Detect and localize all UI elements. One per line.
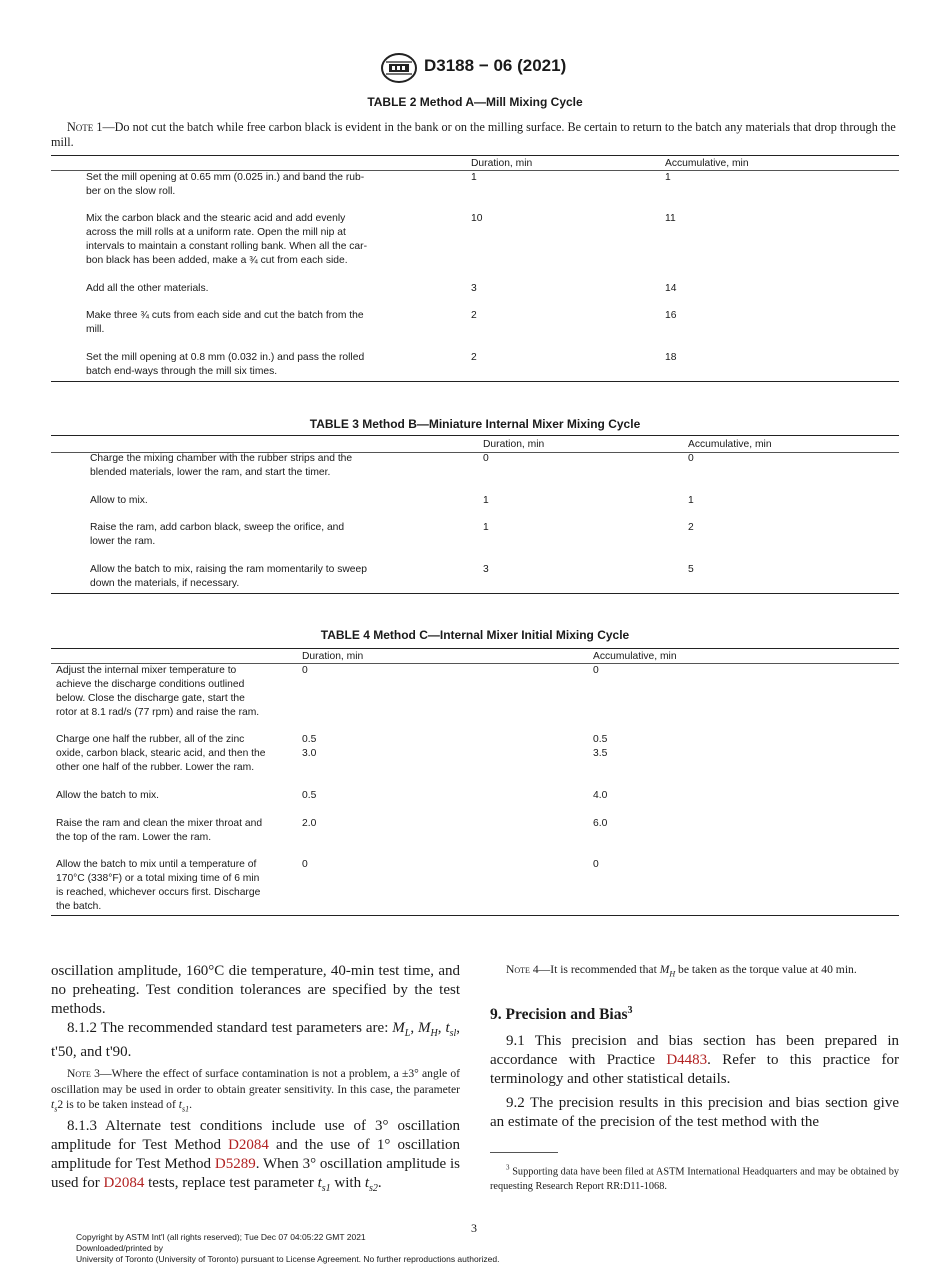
table-row-duration: 3 [471, 283, 477, 294]
table-row-accum: 14 [665, 283, 677, 294]
table-row-step: Add all the other materials. [86, 283, 209, 294]
table-row-step: Mix the carbon black and the stearic acid and add evenly across the mill rolls at a uniform rate. Open the mill nip at intervals to maintain a constant rolling bank. When all the car- bon black has been added, make a ¾ cut from each side. [86, 213, 368, 266]
table-row-duration: 2 [471, 310, 477, 321]
table-row-accum: 1 [665, 172, 671, 183]
table-row-step: Charge one half the rubber, all of the zinc oxide, carbon black, stearic acid, and then the other one half of the rubber. Lower the ram. [56, 734, 266, 773]
table2-header-accum: Accumulative, min [665, 158, 749, 169]
table4-header-accum: Accumulative, min [593, 651, 677, 662]
table-row-accum: 1 [688, 495, 694, 506]
table3-caption: TABLE 3 Method B—Miniature Internal Mixer Mixing Cycle [309, 417, 641, 431]
table-row-step: Set the mill opening at 0.65 mm (0.025 in.) and band the rub- ber on the slow roll. [86, 172, 365, 197]
table-row-accum: 11 [665, 213, 676, 224]
table-row-duration: 0 [302, 859, 308, 870]
table3-bottom-rule [51, 593, 899, 594]
table2-note: Note 1—Do not cut the batch while free carbon black is evident in the bank or on the milling surface. Be certain to return to the batch any materials that drop through the mill. [51, 120, 896, 149]
table-row-accum: 4.0 [593, 790, 608, 801]
note-3: Note 3—Where the effect of surface contamination is not a problem, a ±3° angle of oscillation may be used in order to obtain greater sensitivity. In this case, the parameter $t_s2$ is to be taken instead of $t_{s1}$. [51, 1067, 460, 1114]
table3-top-rule [51, 435, 899, 436]
table-row-accum: 16 [665, 310, 677, 321]
table4-bottom-rule [51, 915, 899, 916]
table-row-step: Allow the batch to mix. [56, 790, 160, 801]
table4-header-duration: Duration, min [302, 651, 364, 662]
table-row-duration: 0 [302, 665, 308, 676]
paragraph-9-1: 9.1 This precision and bias section has been prepared in accordance with Practice D4483. Refer to this practice for terminology and other statistical details. [490, 1033, 899, 1087]
link-d4483[interactable]: D4483 [666, 1052, 708, 1068]
table-row-step: Allow the batch to mix, raising the ram momentarily to sweep down the materials, if necessary. [90, 564, 367, 589]
table-row-accum: 2 [688, 522, 694, 533]
table-row-step: Allow to mix. [90, 495, 148, 506]
table-row-step: Charge the mixing chamber with the rubber strips and the blended materials, lower the ram, and start the timer. [90, 453, 353, 478]
table-row-duration: 0.5 3.0 [302, 734, 317, 759]
table3-header-accum: Accumulative, min [688, 439, 772, 450]
table-row-step: Raise the ram, add carbon black, sweep the orifice, and lower the ram. [90, 522, 345, 547]
table-row-duration: 2.0 [302, 818, 317, 829]
paragraph-continued: oscillation amplitude, 160°C die temperature, 40-min test time, and no preheating. Test condition tolerances are specified by the test methods. [51, 963, 460, 1017]
table-row-accum: 0.5 3.5 [593, 734, 608, 759]
table-row-accum: 18 [665, 352, 677, 363]
table3-header-duration: Duration, min [483, 439, 545, 450]
table2-top-rule [51, 155, 899, 156]
table-row-step: Make three ¾ cuts from each side and cut the batch from the mill. [86, 310, 364, 335]
footnote-3: $^3$ Supporting data have been filed at ASTM International Headquarters and may be obtained by requesting Research Report RR:D11-1068. [490, 1164, 899, 1193]
table-row-step: Set the mill opening at 0.8 mm (0.032 in.) and pass the rolled batch end-ways through the mill six times. [86, 352, 365, 377]
table2-header-duration: Duration, min [471, 158, 533, 169]
table4-caption: TABLE 4 Method C—Internal Mixer Initial Mixing Cycle [320, 628, 630, 642]
table-row-step: Adjust the internal mixer temperature to achieve the discharge conditions outlined below. Close the discharge gate, start the rotor at 8.1 rad/s (77 rpm) and raise the ram. [56, 665, 260, 718]
table-row-duration: 1 [483, 495, 489, 506]
table-row-accum: 0 [593, 859, 599, 870]
table4-top-rule [51, 648, 899, 649]
link-d5289[interactable]: D5289 [214, 1156, 256, 1172]
copyright-notice: Copyright by ASTM Int'l (all rights reserved); Tue Dec 07 04:05:22 GMT 2021 Downloaded/printed by University of Toronto (University of Toronto) pursuant to License Agreement. No further reproductions authorized. [76, 1232, 500, 1264]
table-row-duration: 1 [471, 172, 477, 183]
table-row-duration: 0 [483, 453, 489, 464]
section-heading: 9. Precision and Bias$^3$ [490, 1005, 633, 1024]
table-row-duration: 10 [471, 213, 483, 224]
document-title: D3188 − 06 (2021) [424, 56, 567, 75]
page-number: 3 [471, 1221, 477, 1235]
link-d2084[interactable]: D2084 [228, 1137, 269, 1153]
table-row-duration: 1 [483, 522, 489, 533]
note-4: Note 4—It is recommended that $M_H$ be taken as the torque value at 40 min. [506, 963, 857, 979]
table-row-accum: 0 [593, 665, 599, 676]
table-row-duration: 3 [483, 564, 489, 575]
table2-caption: TABLE 2 Method A—Mill Mixing Cycle [367, 95, 583, 109]
astm-logo [380, 52, 418, 84]
table-row-accum: 0 [688, 453, 694, 464]
table-row-accum: 6.0 [593, 818, 608, 829]
table-row-duration: 2 [471, 352, 477, 363]
paragraph-8-1-3: 8.1.3 Alternate test conditions include use of 3° oscillation amplitude for Test Method D2084 and the use of 1° oscillation amplitude for Test Method D5289. When 3° oscillation amplitude is used for D2084 tests, replace test parameter $t_{s1}$ with $t_{s2}$. [51, 1118, 460, 1194]
table2-bottom-rule [51, 381, 899, 382]
link-d2084[interactable]: D2084 [103, 1175, 145, 1191]
paragraph-9-2: 9.2 The precision results in this precision and bias section give an estimate of the precision of the test method with the [490, 1095, 899, 1130]
table-row-step: Allow the batch to mix until a temperature of 170°C (338°F) or a total mixing time of 6 min is reached, whichever occurs first. Discharge the batch. [56, 859, 261, 912]
table-row-accum: 5 [688, 564, 694, 575]
footnote-rule [490, 1152, 558, 1153]
table-row-duration: 0.5 [302, 790, 317, 801]
table-row-step: Raise the ram and clean the mixer throat and the top of the ram. Lower the ram. [56, 818, 263, 843]
paragraph-8-1-2: 8.1.2 The recommended standard test parameters are: $M_L$, $M_H$, $t_{sl}$, t'50, and t'90. [51, 1020, 461, 1060]
